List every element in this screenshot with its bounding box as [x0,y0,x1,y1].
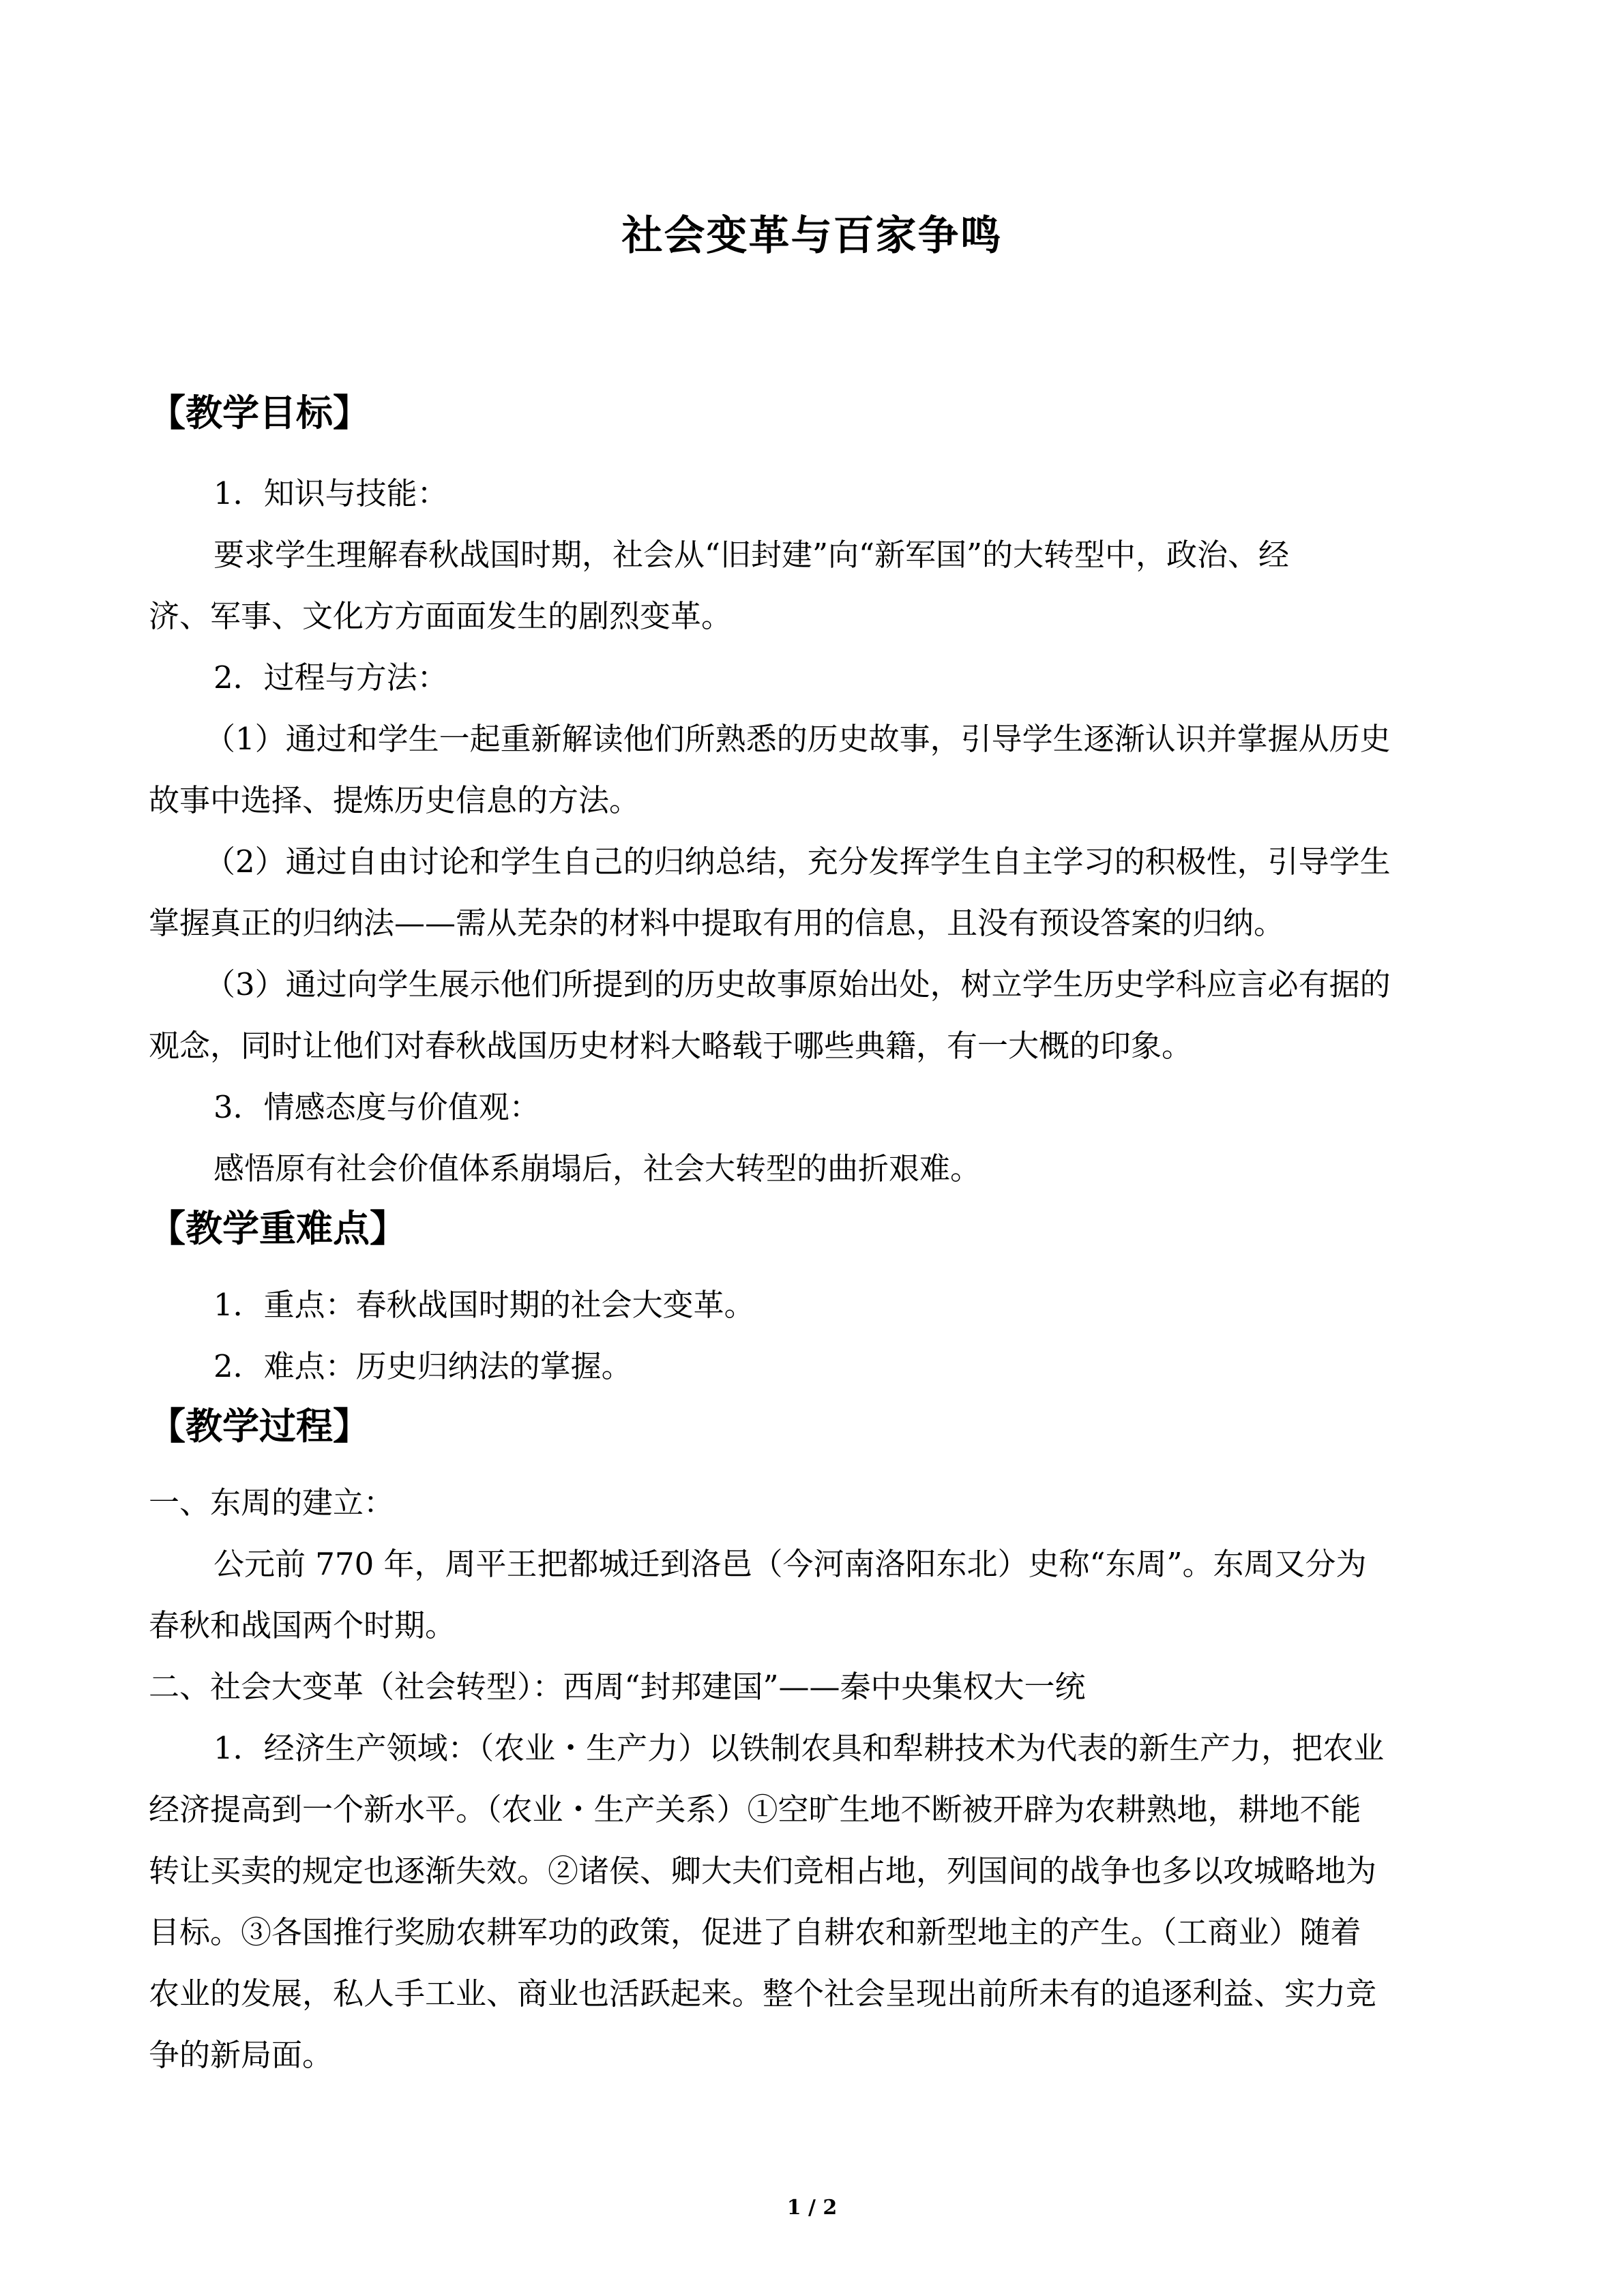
heading-process: 【教学过程】 [149,1405,370,1448]
key-points-line: 1．重点：春秋战国时期的社会大变革。 [213,1287,755,1323]
process-line: 转让买卖的规定也逐渐失效。②诸侯、卿大夫们竞相占地，列国间的战争也多以攻城略地为 [149,1853,1377,1889]
process-line: 春秋和战国两个时期。 [149,1607,456,1643]
process-line: 争的新局面。 [149,2037,334,2073]
objectives-line: 掌握真正的归纳法——需从芜杂的材料中提取有用的信息，且没有预设答案的归纳。 [149,905,1285,941]
page-title: 社会变革与百家争鸣 [621,212,1003,260]
process-line: 公元前 770 年，周平王把都城迁到洛邑（今河南洛阳东北）史称“东周”。东周又分为 [213,1546,1367,1582]
process-line: 二、社会大变革（社会转型）：西周“封邦建国”——秦中央集权大一统 [149,1669,1086,1705]
objectives-line: 1．知识与技能： [213,475,448,511]
heading-key-points: 【教学重难点】 [149,1207,407,1250]
objectives-line: （2）通过自由讨论和学生自己的归纳总结，充分发挥学生自主学习的积极性，引导学生 [205,844,1391,880]
objectives-line: 感悟原有社会价值体系崩塌后，社会大转型的曲折艰难。 [213,1150,981,1187]
process-line: 农业的发展，私人手工业、商业也活跃起来。整个社会呈现出前所未有的追逐利益、实力竞 [149,1976,1377,2012]
objectives-line: 3．情感态度与价值观： [213,1089,540,1125]
objectives-line: （1）通过和学生一起重新解读他们所熟悉的历史故事，引导学生逐渐认识并掌握从历史 [205,721,1391,757]
objectives-line: 济、军事、文化方方面面发生的剧烈变革。 [149,598,733,634]
objectives-line: 观念，同时让他们对春秋战国历史材料大略载于哪些典籍，有一大概的印象。 [149,1028,1193,1064]
process-line: 经济提高到一个新水平。（农业・生产关系）①空旷生地不断被开辟为农耕熟地，耕地不能 [149,1791,1361,1828]
objectives-line: （3）通过向学生展示他们所提到的历史故事原始出处，树立学生历史学科应言必有据的 [205,966,1391,1002]
objectives-line: 要求学生理解春秋战国时期，社会从“旧封建”向“新军国”的大转型中，政治、经 [213,537,1290,573]
heading-objectives: 【教学目标】 [149,391,370,434]
process-line: 1．经济生产领域：（农业・生产力）以铁制农具和犁耕技术为代表的新生产力，把农业 [213,1730,1385,1766]
page-number: 1 / 2 [786,2196,838,2220]
key-points-line: 2．难点：历史归纳法的掌握。 [213,1348,632,1384]
objectives-line: 2．过程与方法： [213,659,448,696]
process-line: 目标。③各国推行奖励农耕军功的政策，促进了自耕农和新型地主的产生。（工商业）随着 [149,1914,1361,1950]
objectives-line: 故事中选择、提炼历史信息的方法。 [149,782,640,818]
process-line: 一、东周的建立： [149,1485,395,1521]
